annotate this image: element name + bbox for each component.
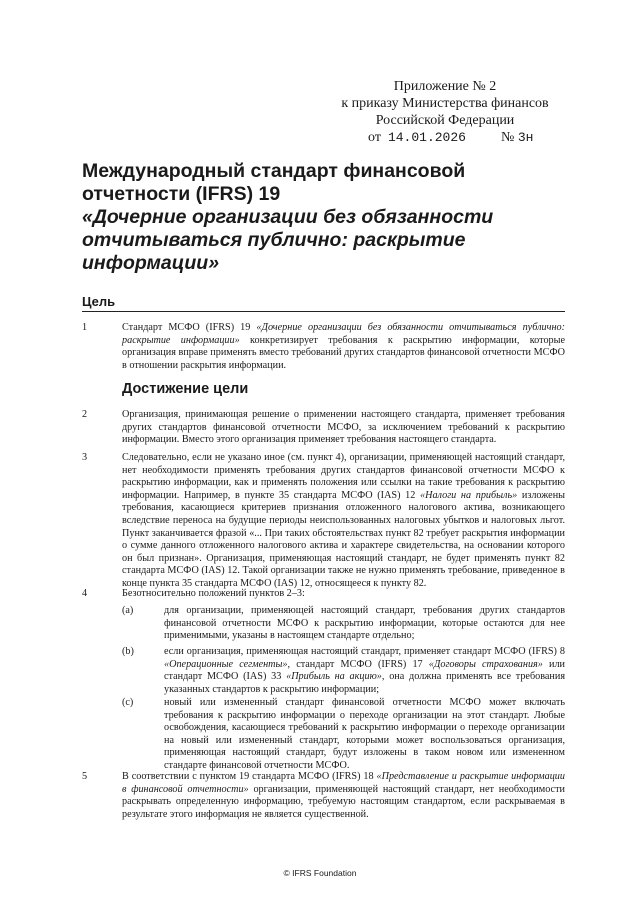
order-date: 14.01.2026 <box>387 130 466 145</box>
list-item-c: новый или измененный стандарт финансовой отчетности МСФО может включать требования к раскрытию информации о переходе организации на этот стандарт. Любые освобождения, касающиеся требований к раскрытию информации о переходе организации на новый или измененный стандарт, которыми может воспользоваться организация, применяющая настоящий стандарт, будут изложены в таком новом или измененном стандарте финансовой отчетности МСФО. <box>164 697 565 771</box>
paragraph-4: Безотносительно положений пунктов 2–3: <box>122 588 305 599</box>
paragraph-number: 2 <box>82 409 88 420</box>
list-label: (a) <box>122 605 134 616</box>
list-label: (b) <box>122 646 134 657</box>
paragraph-number: 4 <box>82 588 88 599</box>
title-line-3: «Дочерние организации без обязанности <box>82 206 494 228</box>
federation-line: Российской Федерации <box>375 113 515 128</box>
paragraph-1: Стандарт МСФО (IFRS) 19 «Дочерние организации без обязанности отчитываться публично: раскрытие информации» конкретизирует требования к раскрытию информации, которые организация вправе применять вместо требований других стандартов финансовой отчетности МСФО в отношении раскрытия информации. <box>122 322 565 371</box>
document-title <box>82 160 562 275</box>
order-line: к приказу Министерства финансов <box>341 96 549 111</box>
paragraph-2: Организация, принимающая решение о применении настоящего стандарта, применяет требования других стандартов финансовой отчетности МСФО, за исключением требований к раскрытию информации. Вместо этого организация применяет требования настоящего стандарта. <box>122 409 565 446</box>
appendix-line: Приложение № 2 <box>393 79 497 94</box>
paragraph-5: В соответствии с пунктом 19 стандарта МСФО (IFRS) 18 «Представление и раскрытие информации в финансовой отчетности» организации, применяющей настоящий стандарт, нет необходимости раскрывать определенную информацию, требуемую настоящим стандартом, если раскрываемая в результате этого информация не является существенной. <box>122 771 565 820</box>
paragraph-number: 1 <box>82 322 88 333</box>
paragraph-3: Следовательно, если не указано иное (см. пункт 4), организации, применяющей настоящий стандарт, нет необходимости применять требования других стандартов финансовой отчетности МСФО к раскрытию информации, как и применять положения или ссылки на такие требования к раскрытию информации. Например, в пункте 35 стандарта МСФО (IAS) 12 «Налоги на прибыль» изложены требования, касающиеся критериев признания отложенного налогового актива, возникающего вследствие переноса на будущие периоды неиспользованных налоговых убытков и налоговых льгот. Пункт заканчивается фразой «... При таких обстоятельствах пункт 82 требует раскрытия информации о сумме данного отложенного налогового актива и характере свидетельства, на основании которого он был признан». Организация, применяющая настоящий стандарт, не будет применять пункт 82 стандарта МСФО (IAS) 12. Такой организации также не нужно применять требование, приведенное в конце пункта 35 стандарта МСФО (IAS) 12, относящееся к пункту 82. <box>122 452 565 589</box>
list-item-a: для организации, применяющей настоящий стандарт, требования других стандартов финансовой отчетности МСФО к раскрытию информации, которые остаются для нее применимыми, указаны в настоящем стандарте отдельно; <box>164 605 565 642</box>
list-item-b: если организация, применяющая настоящий стандарт, применяет стандарт МСФО (IFRS) 8 «Операционные сегменты», стандарт МСФО (IFRS) 17 «Договоры страхования» или стандарт МСФО (IAS) 33 «Прибыль на акцию», она должна применять все требования указанных стандартов к раскрытию информации; <box>164 646 566 695</box>
ot-label: от <box>368 130 381 145</box>
title-line-5: информации» <box>82 252 220 274</box>
list-label: (c) <box>122 697 134 708</box>
number-sign: № <box>500 130 515 145</box>
order-number: 3н <box>517 130 534 145</box>
footer-copyright: © IFRS Foundation <box>283 868 357 878</box>
subheading-achieving-goal: Достижение цели <box>122 381 249 397</box>
appendix-header <box>320 78 570 146</box>
paragraph-number: 5 <box>82 771 88 782</box>
title-line-2: отчетности (IFRS) 19 <box>82 183 281 205</box>
date-number-row <box>320 129 570 146</box>
paragraph-number: 3 <box>82 452 88 463</box>
title-line-1: Международный стандарт финансовой <box>82 160 466 182</box>
title-line-4: отчитываться публично: раскрытие <box>82 229 466 251</box>
section-heading-goal: Цель <box>82 294 565 312</box>
